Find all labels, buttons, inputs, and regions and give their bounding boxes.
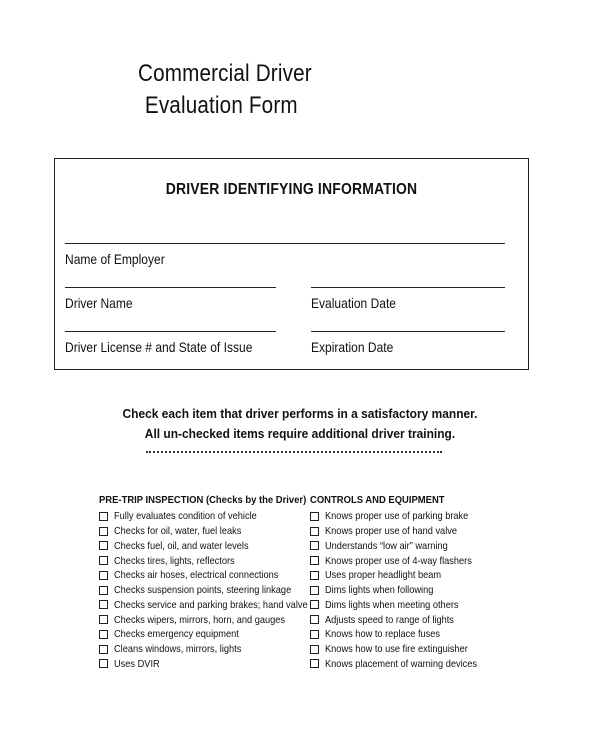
checklist-item[interactable]: Checks suspension points, steering linkage [99, 583, 334, 598]
checklist-item[interactable]: Knows how to replace fuses [310, 627, 498, 642]
checklist-item[interactable]: Checks for oil, water, fuel leaks [99, 524, 334, 539]
checkbox[interactable] [99, 645, 108, 654]
form-title [138, 58, 312, 122]
checklist-item[interactable]: Knows proper use of 4-way flashers [310, 553, 498, 568]
controls-heading: CONTROLS AND EQUIPMENT [310, 494, 445, 506]
checkbox[interactable] [310, 556, 319, 565]
checklist-item[interactable]: Knows placement of warning devices [310, 657, 498, 672]
checklist-item[interactable]: Adjusts speed to range of lights [310, 612, 498, 627]
checklist-item[interactable]: Dims lights when meeting others [310, 598, 498, 613]
checklist-item[interactable]: Uses DVIR [99, 657, 334, 672]
instruction-line-1: Check each item that driver performs in a satisfactory manner. [122, 406, 478, 421]
checkbox[interactable] [310, 659, 319, 668]
dashed-divider [146, 451, 442, 453]
checkbox[interactable] [99, 586, 108, 595]
checkbox[interactable] [99, 571, 108, 580]
checkbox[interactable] [310, 571, 319, 580]
checklist-item[interactable]: Dims lights when following [310, 583, 498, 598]
checkbox[interactable] [310, 586, 319, 595]
checklist-item[interactable]: Cleans windows, mirrors, lights [99, 642, 334, 657]
expiration-date-label: Expiration Date [311, 339, 394, 355]
checklist-item[interactable]: Checks air hoses, electrical connections [99, 568, 334, 583]
checklist-item[interactable]: Checks wipers, mirrors, horn, and gauges [99, 612, 334, 627]
checkbox[interactable] [310, 645, 319, 654]
driver-identifying-section [54, 158, 529, 370]
checkbox[interactable] [310, 615, 319, 624]
checklist-item[interactable]: Knows proper use of parking brake [310, 509, 498, 524]
evaluation-date-label: Evaluation Date [311, 295, 397, 311]
checkbox[interactable] [99, 615, 108, 624]
section-heading: DRIVER IDENTIFYING INFORMATION [165, 181, 418, 198]
checkbox[interactable] [99, 630, 108, 639]
license-line[interactable] [65, 331, 276, 332]
checkbox[interactable] [310, 512, 319, 521]
checkbox[interactable] [99, 527, 108, 536]
instruction-line-2: All un-checked items require additional driver training. [144, 426, 456, 441]
expiration-date-line[interactable] [311, 331, 505, 332]
checkbox[interactable] [310, 630, 319, 639]
checklist-item[interactable]: Checks emergency equipment [99, 627, 334, 642]
checklist-item[interactable]: Knows how to use fire extinguisher [310, 642, 498, 657]
title-line-2: Evaluation Form [144, 92, 298, 119]
checklist-item[interactable]: Checks fuel, oil, and water levels [99, 539, 334, 554]
checklist-item[interactable]: Checks service and parking brakes; hand valve [99, 598, 334, 613]
checkbox[interactable] [99, 659, 108, 668]
driver-name-line[interactable] [65, 287, 276, 288]
checkbox[interactable] [310, 527, 319, 536]
checkbox[interactable] [310, 541, 319, 550]
checkbox[interactable] [99, 600, 108, 609]
employer-label: Name of Employer [65, 251, 165, 267]
checkbox[interactable] [99, 541, 108, 550]
checklist-item[interactable]: Understands “low air” warning [310, 539, 498, 554]
controls-column [310, 493, 498, 671]
checklist-item[interactable]: Fully evaluates condition of vehicle [99, 509, 334, 524]
checkbox[interactable] [99, 556, 108, 565]
pretrip-heading: PRE-TRIP INSPECTION (Checks by the Driver) [99, 494, 307, 506]
checkbox[interactable] [310, 600, 319, 609]
driver-name-label: Driver Name [65, 295, 133, 311]
license-label: Driver License # and State of Issue [65, 339, 253, 355]
pretrip-column [99, 493, 334, 671]
checklist-item[interactable]: Checks tires, lights, reflectors [99, 553, 334, 568]
evaluation-date-line[interactable] [311, 287, 505, 288]
title-line-1: Commercial Driver [138, 60, 312, 87]
employer-line[interactable] [65, 243, 505, 244]
checkbox[interactable] [99, 512, 108, 521]
checklist-item[interactable]: Knows proper use of hand valve [310, 524, 498, 539]
checklist-item[interactable]: Uses proper headlight beam [310, 568, 498, 583]
